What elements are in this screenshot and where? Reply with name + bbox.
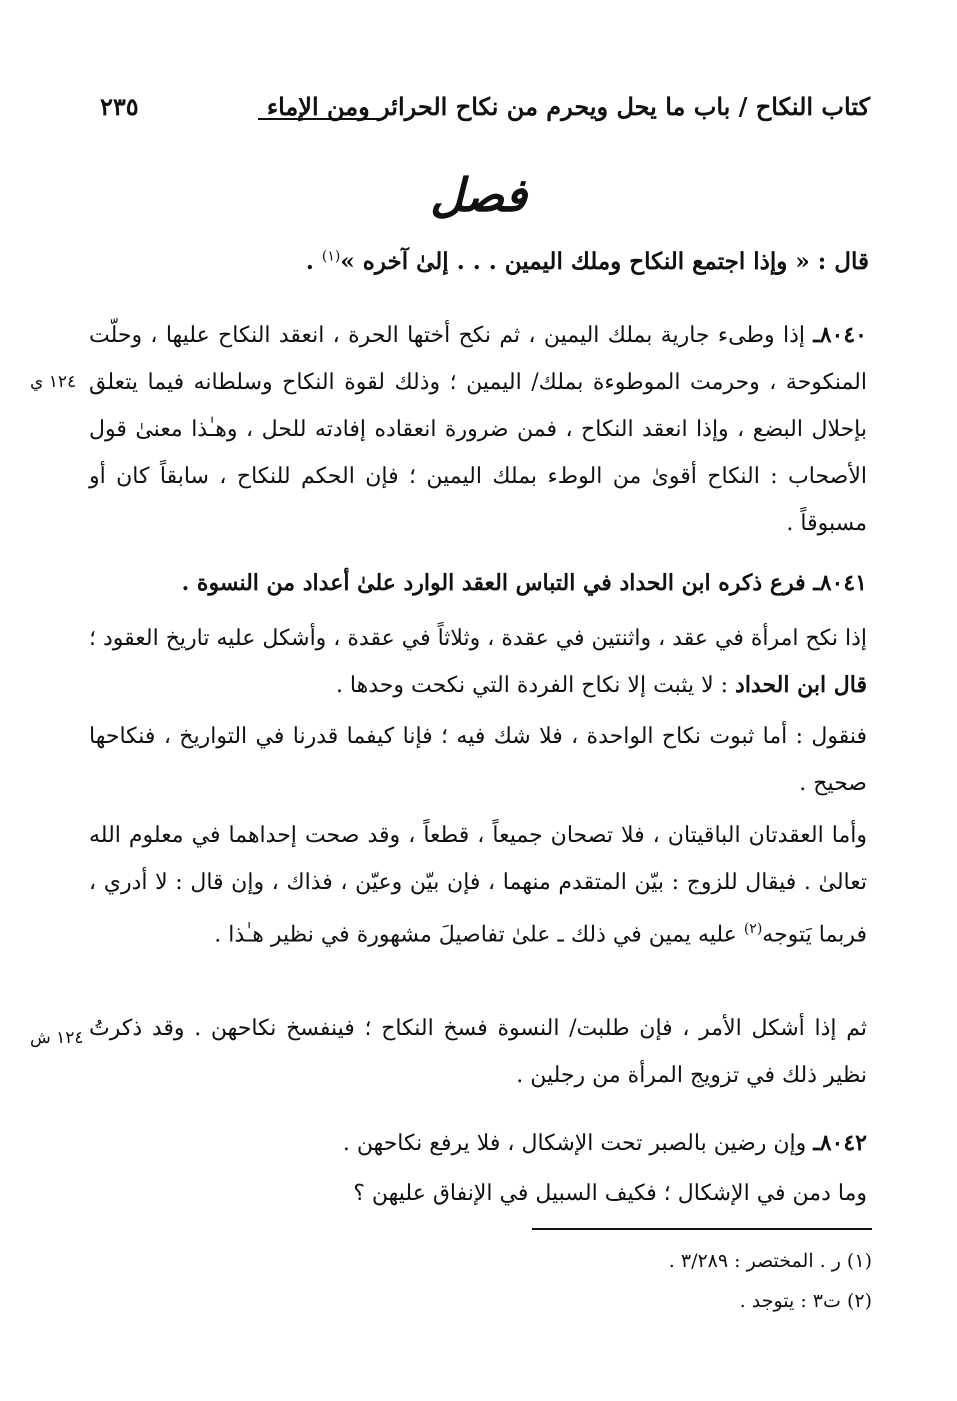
- section-ornament: [0, 168, 957, 222]
- running-title: كتاب النكاح / باب ما يحل ويحرم من نكاح الحرائر ومن الإماء: [266, 92, 870, 121]
- section-ornament-text: فصل: [430, 168, 527, 222]
- header-rule: [258, 118, 380, 120]
- paragraph-text: : لا يثبت إلا نكاح الفردة التي نكحت وحدها .: [335, 673, 736, 698]
- paragraph-8042: [89, 1120, 867, 1167]
- paragraph-ambiguity: ثم إذا أشكل الأمر ، فإن طلبت/ النسوة فسخ النكاح ؛ فينفسخ نكاحهن . وقد ذكرتُ نظير ذلك في تزويج المرأة من رجلين .: [89, 1016, 867, 1088]
- page-number: ٢٣٥: [100, 92, 139, 121]
- paragraph-text: وأما العقدتان الباقيتان ، فلا تصحان جميعاً ، قطعاً ، وقد صحت إحداهما في معلوم الله تعالىٰ . فيقال للزوج : بيّن المتقدم منهما ، فإن بيّن وعيّن ، فذاك ، وإن قال : لا أدري ، فربما يَتوجه: [89, 823, 867, 948]
- paragraph-remaining-contracts: [89, 812, 867, 958]
- margin-note-124y: ١٢٤ ي: [30, 372, 77, 392]
- footnote-1: (١) ر . المختصر : ٣/٢٨٩ .: [668, 1250, 872, 1272]
- paragraph-maintenance: وما دمن في الإشكال ؛ فكيف السبيل في الإنفاق عليهن ؟: [353, 1181, 867, 1206]
- paragraph-text: إذا وطىء جارية بملك اليمين ، ثم نكح أختها الحرة ، انعقد النكاح عليها ، وحلّت المنكوحة ، وحرمت الموطوءة بملك/ اليمين ؛ وذلك لقوة النكاح وسلطانه فيما يتعلق بإحلال البضع ، وإذا انعقد النكاح ، فمن ضرورة انعقاده إفادته للحل ، وهـٰذا معنىٰ قول الأصحاب : النكاح أقوىٰ من الوطء بملك اليمين ؛ فإن الحكم للنكاح ، سابقاً كان أو مسبوقاً .: [89, 323, 867, 536]
- paragraph-8040: [89, 312, 867, 547]
- paragraph-bold-phrase: قال ابن الحداد: [735, 672, 867, 698]
- qala-end: .: [305, 248, 322, 275]
- paragraph-fanaqul: فنقول : أما ثبوت نكاح الواحدة ، فلا شك فيه ؛ فإنا كيفما قدرنا في التواريخ ، فنكاحها صحيح .: [89, 724, 867, 796]
- paragraph-8041: ٨٠٤١ـ فرع ذكره ابن الحداد في التباس العقد الوارد علىٰ أعداد من النسوة .: [181, 570, 867, 596]
- paragraph-number: ٨٠٤٠ـ: [813, 322, 867, 348]
- paragraph-number: ٨٠٤٢ـ: [813, 1130, 867, 1156]
- paragraph-text: إذا نكح امرأة في عقد ، واثنتين في عقدة ، وثلاثاً في عقدة ، وأشكل عليه تاريخ العقود ؛: [89, 626, 867, 651]
- footnote-rule: [532, 1228, 872, 1230]
- footnote-ref-2: (٢): [743, 921, 763, 937]
- running-header: [100, 92, 870, 132]
- qala-text: قال : « وإذا اجتمع النكاح وملك اليمين . . . إلىٰ آخره »: [340, 248, 869, 275]
- paragraph-ibn-haddad: [89, 615, 867, 709]
- footnote-2: (٢) ت٣ : يتوجد .: [739, 1290, 872, 1312]
- paragraph-text: وإن رضين بالصبر تحت الإشكال ، فلا يرفع نكاحهن .: [342, 1131, 814, 1156]
- footnote-ref-1: (١): [321, 248, 341, 265]
- paragraph-text: عليه يمين في ذلك ـ علىٰ تفاصيلَ مشهورة في نظير هـٰذا .: [214, 922, 744, 948]
- margin-note-124sh: ١٢٤ ش: [30, 1028, 84, 1048]
- qala-line: [306, 248, 869, 275]
